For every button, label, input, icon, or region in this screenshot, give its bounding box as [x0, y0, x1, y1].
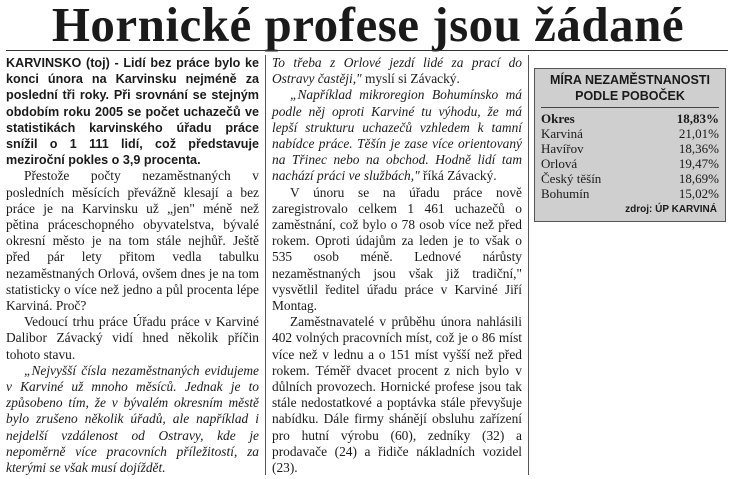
- column-divider: [265, 55, 266, 475]
- headline-rule: [6, 50, 728, 51]
- rate-value: 18,83%: [676, 111, 719, 126]
- branch-name: Havířov: [541, 141, 584, 156]
- box-title-line: MÍRA NEZAMĚSTNANOSTI: [550, 73, 710, 87]
- paragraph: Vedoucí trhu práce Úřadu práce v Karviné Dalibor Závacký vidí hned několik příčin tohoto stavu.: [6, 314, 259, 362]
- branch-name: Bohumín: [541, 186, 590, 201]
- article-column-2: [272, 55, 522, 476]
- branch-name: Karviná: [541, 126, 583, 141]
- table-row: [541, 171, 719, 186]
- unemployment-box: [534, 68, 726, 222]
- paragraph: Zaměstnavatelé v průběhu února nahlásili 402 volných pracovních míst, což je o 86 míst více než v lednu a o 151 míst vyšší než před rokem. Téměř dvacet procent z nich bylo v důlních provozech. Hornické profese jsou tak stále nedostatkové a poptávka stále převyšuje nabídku. Dále firmy shánějí obsluhu zařízení pro hutní výrobu (60), zedníky (32) a prodavače (24) a řidiče nákladních vozidel (23).: [272, 314, 522, 476]
- box-title-line: PODLE POBOČEK: [575, 89, 685, 103]
- branch-name: Orlová: [541, 156, 578, 171]
- paragraph: [272, 55, 522, 87]
- quote-paragraph: „Nejvyšší čísla nezaměstnaných evidujeme v Karviné už mnoho měsíců. Jednak je to způsobeno tím, že v bývalém okresním městě bylo zrušeno několik úřadů, ale například i nejdelší vzdálenost od Ostravy, kde je nepoměrně více pracovních příležitostí, za kterými se však musí dojíždět.: [6, 362, 259, 476]
- branch-name: Český těšín: [541, 171, 602, 186]
- quote-text: „Například mikroregion Bohumínsko má podle něj oproti Karviné tu výhodu, že má lepší strukturu uchazečů vzhledem k tamní nabídce práce. Těšín je zase více orientovaný na Třinec nebo na obchod. Hodně lidí tam nachází práci ve službách,": [272, 87, 522, 184]
- attribution: říká Závacký.: [419, 168, 497, 184]
- table-row: [541, 156, 719, 171]
- rate-value: 18,36%: [678, 141, 719, 156]
- paragraph: V únoru se na úřadu práce nově zaregistrovalo celkem 1 461 uchazečů o zaměstnání, což bylo o 78 osob více než před rokem. Oproti údajům za leden je to však o 535 osob méně. Lednové nárůsty nezaměstnaných jsou však již tradiční," vysvětlil ředitel úřadu práce v Karviné Jiří Montag.: [272, 184, 522, 314]
- rate-value: 18,69%: [678, 171, 719, 186]
- attribution: myslí si Závacký.: [361, 71, 460, 87]
- rate-value: 19,47%: [678, 156, 719, 171]
- quote-text: To třeba z Orlové jezdí lidé za prací do Ostravy častěji,": [272, 55, 522, 87]
- box-title: [535, 72, 725, 104]
- column-divider: [528, 55, 529, 475]
- branch-name: Okres: [541, 111, 575, 126]
- table-row: [541, 186, 719, 201]
- unemployment-table: [541, 111, 719, 201]
- rate-value: 21,01%: [678, 126, 719, 141]
- box-source: zdroj: ÚP KARVINÁ: [625, 204, 717, 215]
- headline: Hornické profese jsou žádané: [51, 0, 685, 52]
- paragraph: Přestože počty nezaměstnaných v posledních měsících převážně klesají a bez práce je na Karvinsku už „jen" méně než pětina práceschopného obyvatelstva, bývalé okresní město je na tom stále nejhůř. Ještě před pár lety přitom vedla tabulku nezaměstnaných Orlová, ovšem dnes je na tom statisticky o více než jedno a půl procenta lépe Karviná. Proč?: [6, 168, 259, 314]
- lead-paragraph: KARVINSKO (toj) - Lidí bez práce bylo ke konci února na Karvinsku nejméně za poslední tři roky. Při srovnání se stejným obdobím roku 2005 se počet uchazečů ve statistikách karvinského úřadu práce snížil o 1 111 lidí, což představuje meziroční pokles o 3,9 procenta.: [6, 56, 259, 168]
- table-row: [541, 141, 719, 156]
- article-column-1: [6, 55, 259, 476]
- rate-value: 15,02%: [678, 186, 719, 201]
- table-row: [541, 126, 719, 141]
- box-divider: [541, 107, 719, 108]
- table-row: [541, 111, 719, 126]
- paragraph: [272, 87, 522, 184]
